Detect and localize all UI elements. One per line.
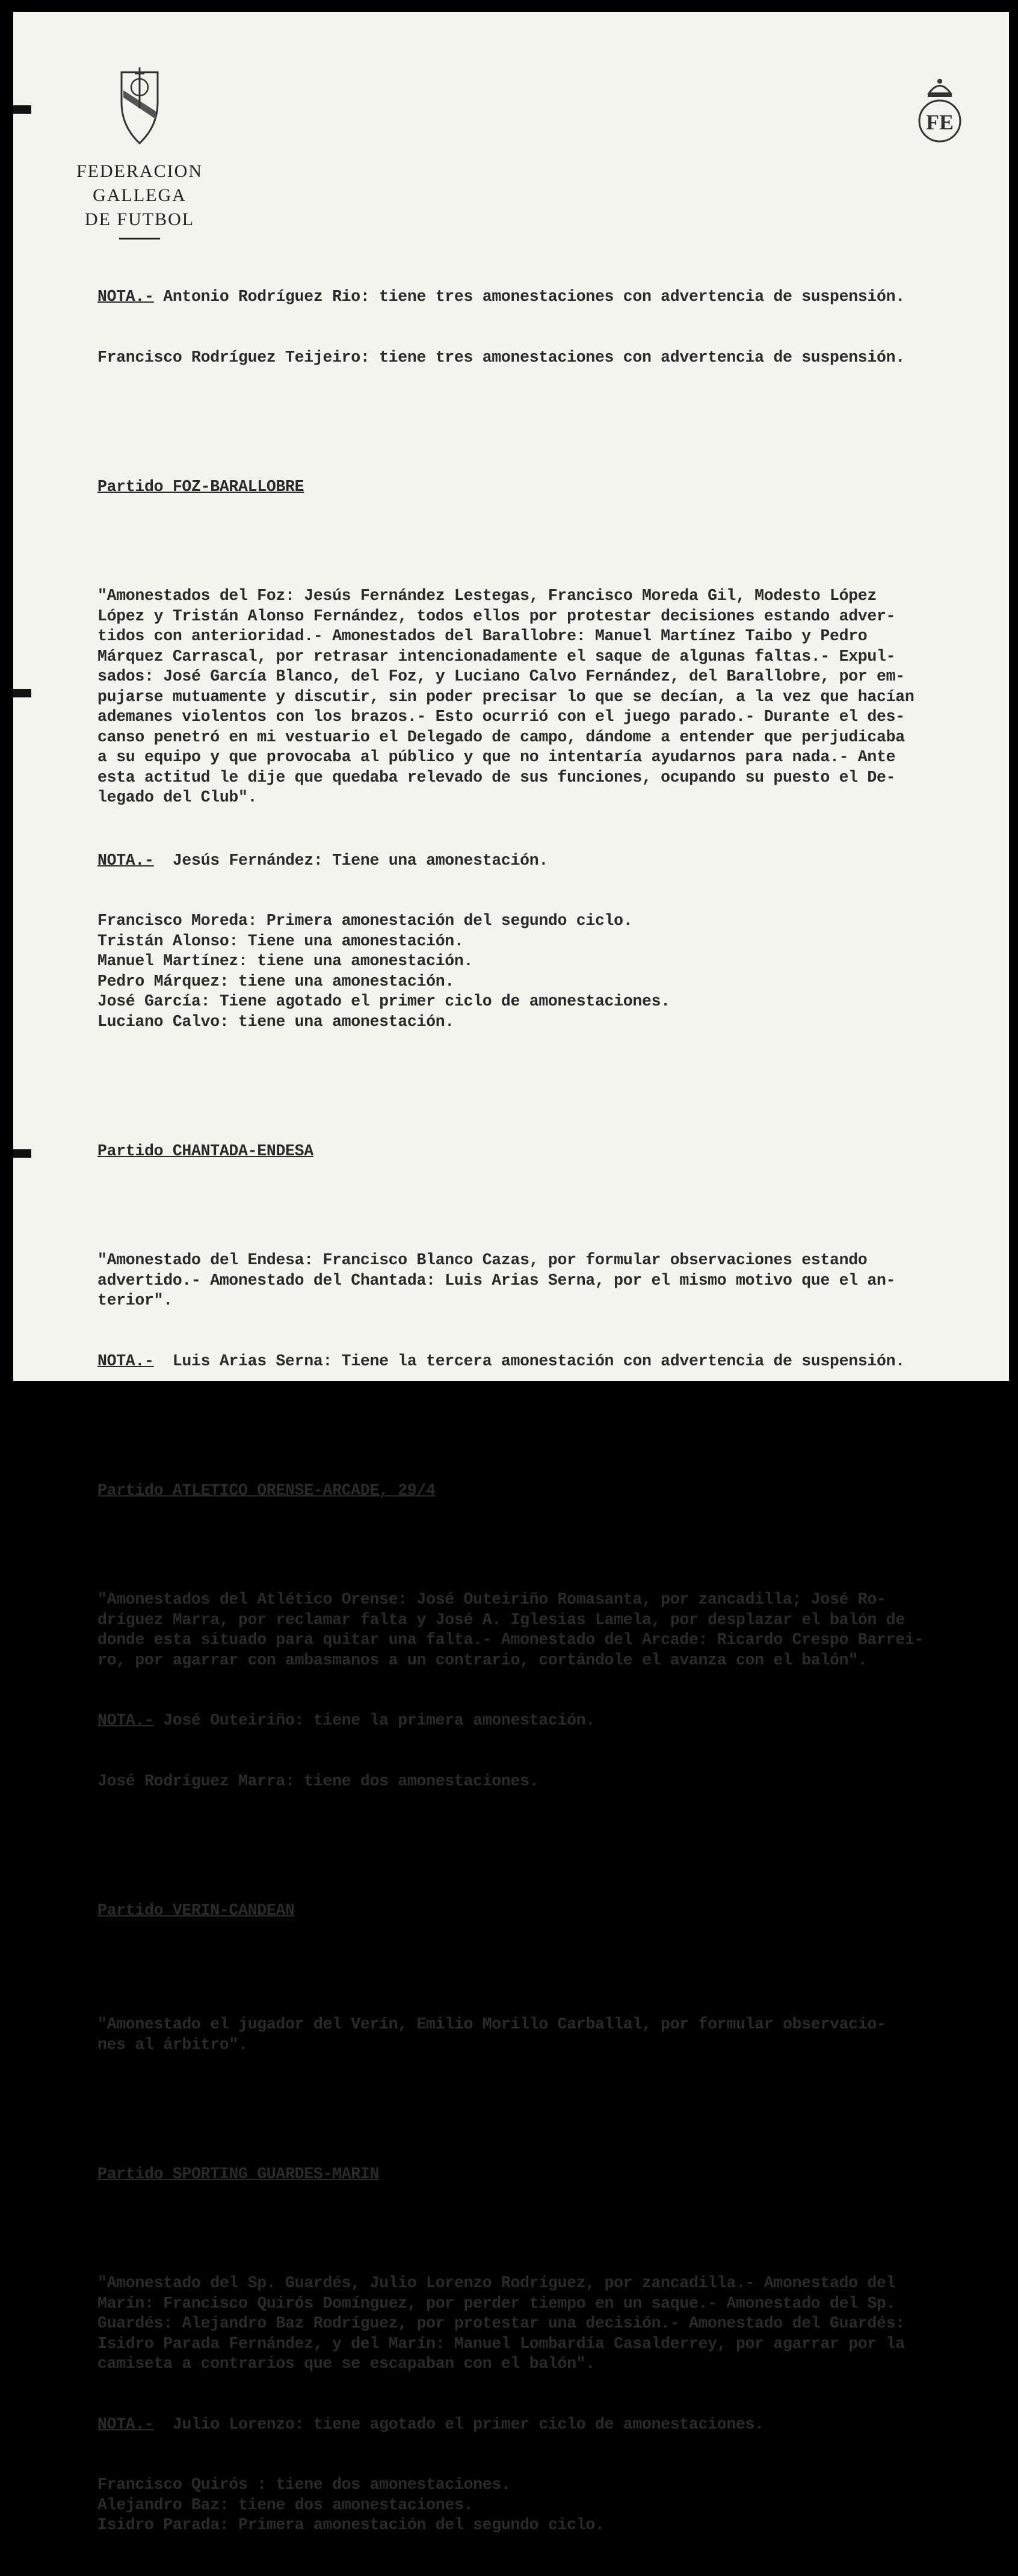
report-line: esta actitud le dije que quedaba relevado de sus funciones, ocupando su puesto el De-: [97, 768, 896, 786]
nota-line: Francisco Rodríguez Teijeiro: tiene tres amonestaciones con advertencia de suspensión.: [97, 348, 905, 366]
nota-line: [97, 851, 1000, 871]
report-line: donde esta situado para quitar una falta.- Amonestado del Arcade: Ricardo Crespo Barrei-: [97, 1631, 924, 1649]
binder-mark: [13, 105, 31, 114]
document-page: [13, 12, 1009, 2534]
nota-line: Francisco Moreda: Primera amonestación del segundo ciclo.: [97, 912, 633, 930]
match-title: [97, 2164, 1000, 2185]
royal-crest: [916, 75, 964, 147]
match-report: [97, 586, 1000, 808]
nota-line: [97, 1351, 1000, 1372]
match-title-text: Partido VERIN-CANDEAN: [97, 1901, 295, 1920]
report-line: a su equipo y que provocaba al público y que no intentaría ayudarnos para nada.- Ante: [97, 748, 896, 766]
report-line: "Amonestados del Atlético Orense: José Outeiriño Romasanta, por zancadilla; José Ro-: [97, 1590, 886, 1608]
nota-label: NOTA.-: [97, 1351, 154, 1370]
match-title-text: Partido SPORTING GUARDES-MARIN: [97, 2164, 380, 2183]
nota-line: Manuel Martínez: tiene una amonestación.: [97, 952, 474, 970]
nota-text: José Outeiriño: tiene la primera amonestación.: [153, 1711, 595, 1729]
report-line: "Amonestado del Sp. Guardés, Julio Lorenzo Rodríguez, por zancadilla.- Amonestado del: [97, 2274, 896, 2292]
svg-text:FE: FE: [925, 110, 954, 134]
nota-line: Alejandro Baz: tiene dos amonestaciones.: [97, 2495, 474, 2514]
match-title-text: Partido CHANTADA-ENDESA: [97, 1141, 313, 1160]
report-line: Isidro Parada Fernández, y del Marín: Manuel Lombardía Casalderrey, por agarrar por la: [97, 2334, 905, 2353]
report-line: dríguez Marra, por reclamar falta y José A. Iglesias Lamela, por desplazar el balón de: [97, 1610, 905, 1629]
nota-line: Tristán Alonso: Tiene una amonestación.: [97, 931, 464, 950]
report-line: tidos con anterioridad.- Amonestados del Barallobre: Manuel Martínez Taibo y Pedro: [97, 627, 868, 645]
report-line: ademanes violentos con los brazos.- Esto ocurrió con el juego parado.- Durante el des-: [97, 708, 905, 726]
nota-label: NOTA.-: [97, 851, 154, 869]
match-title-text: Partido ATLETICO ORENSE-ARCADE, 29/4: [97, 1481, 436, 1500]
report-line: "Amonestados del Foz: Jesús Fernández Lestegas, Francisco Moreda Gil, Modesto López: [97, 587, 877, 605]
report-line: Márquez Carrascal, por retrasar intencionadamente el saque de algunas faltas.- Expul-: [97, 647, 896, 666]
nota-list: [97, 1771, 1000, 1792]
nota-line: [97, 287, 1000, 307]
nota-list: [97, 2475, 1000, 2536]
binder-mark: [13, 689, 31, 697]
header-rule: [119, 238, 160, 239]
nota-text: Jesús Fernández: Tiene una amonestación.: [153, 851, 548, 869]
nota-line: Francisco Quirós : tiene dos amonestaciones.: [97, 2476, 511, 2494]
nota-line: Isidro Parada: Primera amonestación del segundo ciclo.: [97, 2516, 605, 2534]
body-text: [97, 247, 1000, 2576]
report-line: legado del Club".: [97, 788, 258, 806]
match-title: [97, 1481, 1000, 1501]
report-line: terior".: [97, 1291, 173, 1309]
federation-shield-logo: [119, 66, 161, 147]
match-report: [97, 1590, 1000, 1670]
nota-line: José García: Tiene agotado el primer ciclo de amonestaciones.: [97, 992, 670, 1010]
match-report: [97, 2273, 1000, 2374]
nota-text: Julio Lorenzo: tiene agotado el primer ciclo de amonestaciones.: [153, 2415, 764, 2433]
report-line: Guardés: Alejandro Baz Rodríguez, por protestar una decisión.- Amonestado del Guardés:: [97, 2314, 905, 2332]
match-title: [97, 1901, 1000, 1921]
report-line: nes al árbitro".: [97, 2035, 248, 2054]
report-line: advertido.- Amonestado del Chantada: Luis Arias Serna, por el mismo motivo que el an-: [97, 1271, 896, 1290]
report-line: canso penetró en mi vestuario el Delegado de campo, dándome a entender que perjudicaba: [97, 727, 905, 746]
match-report: [97, 2015, 1000, 2055]
nota-line: Luciano Calvo: tiene una amonestación.: [97, 1012, 454, 1031]
report-line: pujarse mutuamente y discutir, sin poder precisar lo que se decían, a la vez que hacían: [97, 687, 915, 706]
match-title: [97, 477, 1000, 498]
nota-line: [97, 1711, 1000, 1731]
report-line: ro, por agarrar con ambasmanos a un contrario, cortándole el avanza con el balón".: [97, 1651, 868, 1669]
nota-text: Luis Arias Serna: Tiene la tercera amonestación con advertencia de suspensión.: [153, 1351, 905, 1370]
nota-label: NOTA.-: [97, 1711, 154, 1729]
nota-label: NOTA.-: [97, 2415, 154, 2433]
report-line: camiseta a contrarios que se escapaban con el balón".: [97, 2355, 595, 2373]
federation-name-line2: DE FUTBOL: [84, 209, 195, 229]
report-line: "Amonestado del Endesa: Francisco Blanco Cazas, por formular observaciones estando: [97, 1251, 868, 1269]
nota-line: Pedro Márquez: tiene una amonestación.: [97, 972, 454, 990]
match-title: [97, 1141, 1000, 1162]
report-line: Marín: Francisco Quirós Domínguez, por perder tiempo en un saque.- Amonestado del Sp.: [97, 2294, 896, 2312]
match-report: [97, 1250, 1000, 1311]
nota-label: NOTA.-: [97, 288, 154, 306]
nota-line: [97, 2415, 1000, 2435]
crown-emblem-icon: [916, 75, 964, 144]
report-line: "Amonestado el jugador del Verín, Emilio Morillo Carballal, por formular observacio-: [97, 2015, 886, 2033]
nota-list: [97, 911, 1000, 1032]
federation-name-line1: FEDERACION GALLEGA: [76, 161, 203, 205]
nota-line: José Rodríguez Marra: tiene dos amonestaciones.: [97, 1771, 539, 1790]
report-line: sados: José García Blanco, del Foz, y Luciano Calvo Fernández, del Barallobre, por em-: [97, 667, 905, 685]
nota-text: Antonio Rodríguez Rio: tiene tres amonestaciones con advertencia de suspensión.: [153, 288, 905, 306]
match-title-text: Partido FOZ-BARALLOBRE: [97, 477, 304, 496]
binder-mark: [13, 1149, 31, 1158]
report-line: López y Tristán Alonso Fernández, todos ellos por protestar decisiones estando adver-: [97, 607, 896, 625]
letterhead: [46, 66, 233, 239]
